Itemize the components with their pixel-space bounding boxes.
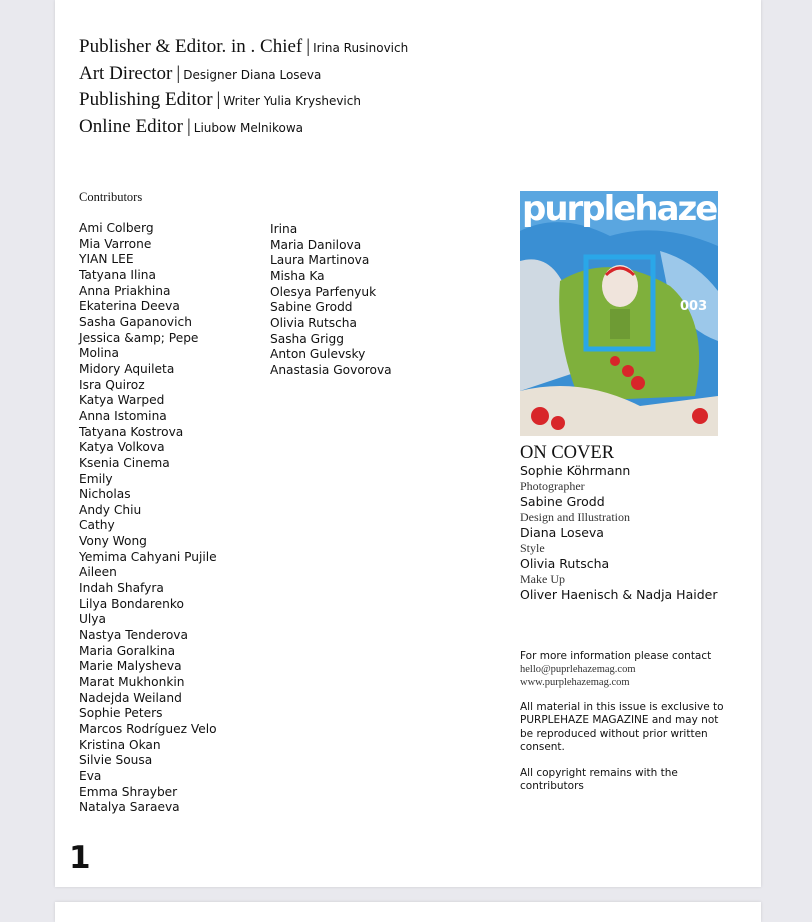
contributor-name: Anastasia Govorova [270, 362, 392, 377]
credit-label: Design and Illustration [520, 510, 630, 524]
website-link[interactable]: www.purplehazemag.com [520, 677, 630, 689]
cover-logo: purplehaze [522, 191, 717, 229]
page-number: 1 [69, 840, 91, 876]
credit-name: Olivia Rutscha [520, 556, 610, 571]
contact-email[interactable]: hello@puprlehazemag.com [520, 664, 636, 676]
contributor-name: Aileen [79, 565, 117, 580]
credit-name: Oliver Haenisch & Nadja Haider [520, 587, 718, 602]
credit-name: Sabine Grodd [520, 494, 605, 509]
masthead-row [79, 89, 408, 116]
magazine-page [55, 0, 761, 887]
contributor-name: Midory Aquileta [79, 361, 175, 376]
masthead-role: Art Director [79, 62, 173, 84]
contributor-name: Isra Quiroz [79, 377, 145, 392]
separator: | [186, 115, 191, 137]
contributor-name: Anton Gulevsky [270, 347, 366, 362]
credit-label: Style [520, 541, 545, 555]
contributor-name: Anna Istomina [79, 408, 167, 423]
masthead-row [79, 36, 408, 63]
on-cover-credits [520, 443, 750, 603]
masthead-name: Liubow Melnikowa [193, 120, 304, 135]
contributor-name: Tatyana Kostrova [79, 424, 184, 439]
contributor-name: Irina [270, 222, 298, 236]
contributor-name: Ekaterina Deeva [79, 299, 180, 314]
contributor-name: Olivia Rutscha [270, 315, 357, 330]
contributor-name: Vony Wong [79, 534, 147, 549]
contributor-name: YIAN LEE [79, 252, 134, 267]
masthead-row [79, 116, 408, 143]
contributors-column-1 [79, 221, 217, 816]
masthead-role: Publisher & Editor. in . Chief [79, 36, 303, 57]
masthead-name: Designer Diana Loseva [183, 67, 322, 82]
masthead-row [79, 63, 408, 90]
contributor-name: Nastya Tenderova [79, 628, 188, 643]
contributor-name: Indah Shafyra [79, 581, 164, 596]
contributor-name: Tatyana Ilina [79, 267, 156, 282]
contributors-heading: Contributors [79, 190, 143, 204]
contributor-name: Anna Priakhina [79, 283, 171, 298]
masthead-name: Writer Yulia Kryshevich [223, 94, 361, 108]
contributor-name: Andy Chiu [79, 502, 142, 517]
contributor-name: Sophie Peters [79, 706, 163, 721]
contributor-name: Sabine Grodd [270, 300, 353, 315]
on-cover-title: ON COVER [520, 443, 615, 463]
masthead [79, 36, 408, 142]
more-info-text: For more information please contact [520, 650, 712, 662]
contact-info [520, 650, 725, 793]
contributor-name: Mia Varrone [79, 236, 152, 251]
contributor-name: Lilya Bondarenko [79, 596, 184, 611]
contributor-name: Emily [79, 471, 113, 486]
cover-image [520, 191, 718, 436]
contributor-name: Laura Martinova [270, 253, 370, 268]
contributor-name: Olesya Parfenyuk [270, 284, 377, 299]
copyright-notice: All copyright remains with the contributors [520, 767, 678, 793]
contributor-name: Marie Malysheva [79, 659, 182, 674]
contributor-name: Maria Danilova [270, 237, 362, 252]
contributor-name: Emma Shrayber [79, 784, 178, 799]
contributor-name: Natalya Saraeva [79, 800, 180, 815]
contributor-name: Cathy [79, 518, 115, 533]
cover-issue-number: 003 [680, 299, 708, 314]
contributor-name: Molina [79, 346, 119, 361]
contributor-name: Marat Mukhonkin [79, 675, 185, 690]
contributor-name: Silvie Sousa [79, 753, 153, 768]
contributor-name: Yemima Cahyani Pujile [79, 549, 217, 564]
contributor-name: Katya Warped [79, 393, 165, 408]
credit-label: Photographer [520, 479, 585, 493]
contributor-name: Eva [79, 768, 102, 783]
contributor-name: Ami Colberg [79, 221, 154, 235]
contributor-name: Jessica &amp; Pepe [79, 330, 199, 345]
contributors-column-2 [270, 222, 392, 379]
contributor-name: Marcos Rodríguez Velo [79, 722, 217, 736]
next-page-edge [55, 902, 761, 922]
contributor-name: Katya Volkova [79, 440, 165, 455]
contributor-name: Nadejda Weiland [79, 690, 182, 705]
contributor-name: Maria Goralkina [79, 643, 176, 658]
credit-name: Diana Loseva [520, 525, 604, 540]
separator: | [216, 89, 221, 110]
credit-name: Sophie Köhrmann [520, 463, 631, 478]
contributor-name: Kristina Okan [79, 737, 161, 752]
masthead-name: Irina Rusinovich [313, 41, 409, 55]
masthead-role: Publishing Editor [79, 89, 213, 110]
credit-label: Make Up [520, 572, 565, 586]
separator: | [176, 62, 181, 84]
separator: | [306, 36, 311, 57]
contributor-name: Nicholas [79, 487, 131, 502]
contributor-name: Ulya [79, 612, 106, 627]
masthead-role: Online Editor [79, 115, 183, 137]
contributor-name: Ksenia Cinema [79, 455, 170, 470]
contributor-name: Misha Ka [270, 268, 325, 283]
contributor-name: Sasha Grigg [270, 331, 344, 346]
exclusive-notice: All material in this issue is exclusive to PURPLEHAZE MAGAZINE and may not be reproduced without prior written consent. [520, 701, 724, 753]
contributor-name: Sasha Gapanovich [79, 314, 192, 329]
